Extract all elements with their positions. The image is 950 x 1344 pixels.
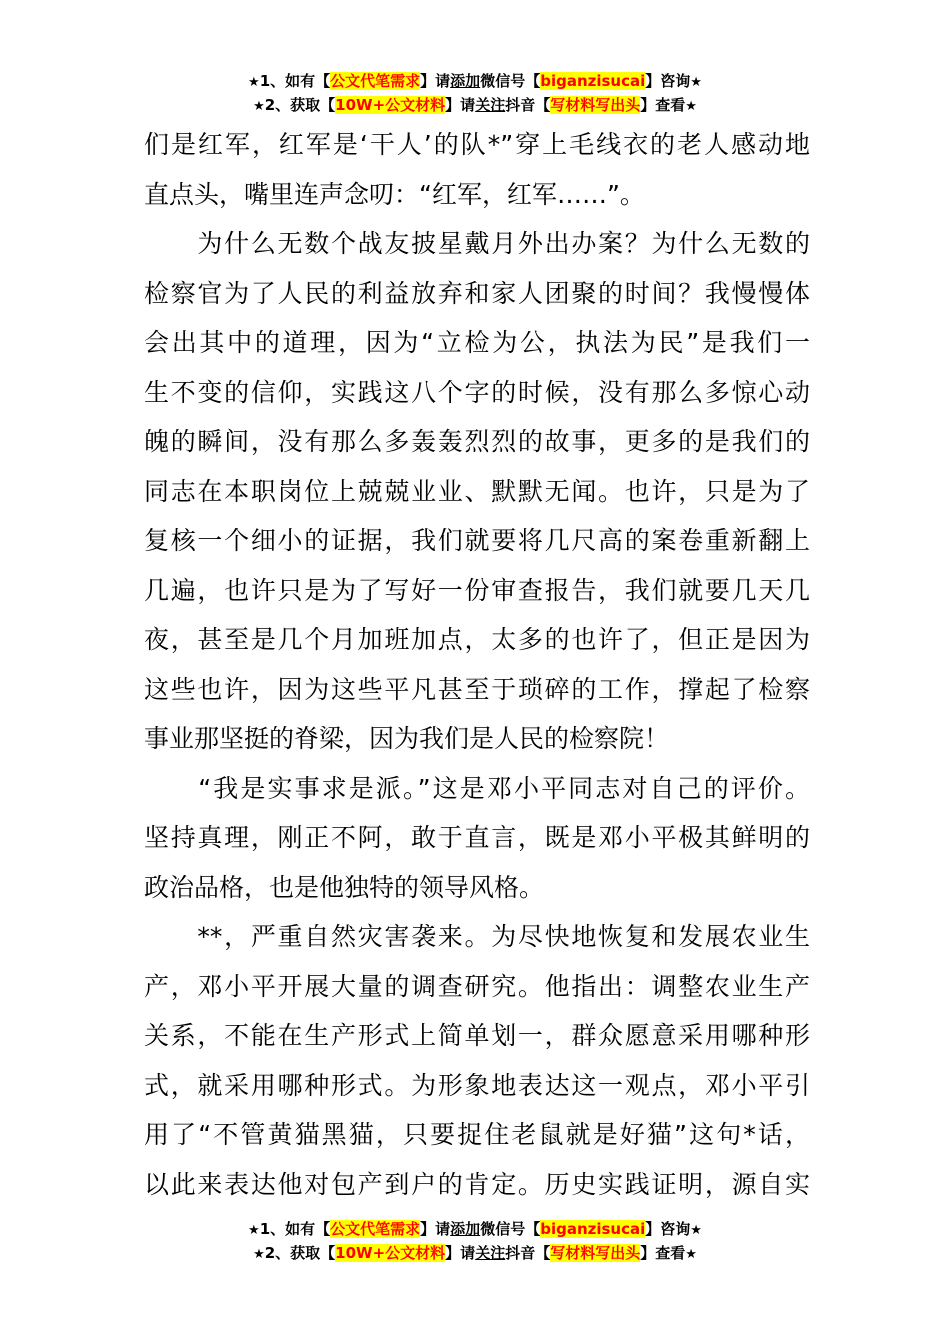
text-line: 为什么无数个战友披星戴月外出办案？为什么无数的 bbox=[144, 229, 810, 258]
highlight-text: 10W+公文材料 bbox=[335, 1244, 446, 1262]
banner-text: 】请 bbox=[445, 1244, 476, 1262]
star-icon: ★ bbox=[248, 75, 260, 90]
text-line: 生不变的信仰，实践这八个字的时候，没有那么多惊心动 bbox=[144, 377, 810, 407]
text-line: 夜，甚至是几个月加班加点，太多的也许了，但正是因为 bbox=[144, 625, 810, 654]
star-icon: ★ bbox=[690, 1223, 702, 1238]
banner-text: 】请 bbox=[420, 72, 451, 90]
wechat-id-link[interactable]: biganzisucai bbox=[540, 1220, 646, 1238]
banner-line-2 bbox=[0, 94, 950, 118]
underlined-text: 添加 bbox=[450, 1220, 481, 1238]
banner-text: 微信号【 bbox=[480, 72, 541, 90]
banner-text: 2、获取【 bbox=[264, 1244, 336, 1262]
footer-banner bbox=[0, 1218, 950, 1266]
banner-line-1 bbox=[0, 70, 950, 94]
banner-text: 微信号【 bbox=[480, 1220, 541, 1238]
text-line: 魄的瞬间，没有那么多轰轰烈烈的故事，更多的是我们的 bbox=[144, 427, 810, 456]
text-line: 产，邓小平开展大量的调查研究。他指出：调整农业生产 bbox=[144, 971, 810, 1001]
text-line: 事业那坚挺的脊梁，因为我们是人民的检察院！ bbox=[144, 724, 670, 753]
banner-text: 2、获取【 bbox=[264, 96, 336, 114]
douyin-account-link[interactable]: 写材料写出头 bbox=[550, 1244, 641, 1262]
star-icon: ★ bbox=[685, 99, 697, 114]
text-line: 同志在本职岗位上兢兢业业、默默无闻。也许，只是为了 bbox=[144, 476, 810, 506]
text-line: 政治品格，也是他独特的领导风格。 bbox=[144, 872, 545, 902]
star-icon: ★ bbox=[685, 1247, 697, 1262]
star-icon: ★ bbox=[253, 99, 265, 114]
banner-text: 】请 bbox=[420, 1220, 451, 1238]
text-line: 直点头，嘴里连声念叨：“红军，红军……”。 bbox=[144, 179, 645, 209]
banner-line-2 bbox=[0, 1242, 950, 1266]
text-line: 们是红军，红军是‘干人’的队*”穿上毛线衣的老人感动地 bbox=[144, 130, 810, 159]
banner-text: 1、如有【 bbox=[259, 1220, 331, 1238]
highlight-text: 10W+公文材料 bbox=[335, 96, 446, 114]
text-line: 坚持真理，刚正不阿，敢于直言，既是邓小平极其鲜明的 bbox=[144, 823, 810, 852]
banner-line-1 bbox=[0, 1218, 950, 1242]
document-body bbox=[144, 120, 810, 1209]
highlight-text: 公文代笔需求 bbox=[330, 1220, 421, 1238]
underlined-text: 关注 bbox=[475, 96, 506, 114]
wechat-id-link[interactable]: biganzisucai bbox=[540, 72, 646, 90]
star-icon: ★ bbox=[690, 75, 702, 90]
highlight-text: 公文代笔需求 bbox=[330, 72, 421, 90]
star-icon: ★ bbox=[253, 1247, 265, 1262]
text-line: 关系，不能在生产形式上简单划一，群众愿意采用哪种形 bbox=[144, 1021, 810, 1050]
text-line: 几遍，也许只是为了写好一份审查报告，我们就要几天几 bbox=[144, 575, 810, 605]
banner-text: 抖音【 bbox=[505, 1244, 551, 1262]
text-line: 这些也许，因为这些平凡甚至于琐碎的工作，撑起了检察 bbox=[144, 674, 810, 704]
banner-text: 1、如有【 bbox=[259, 72, 331, 90]
text-line: 式，就采用哪种形式。为形象地表达这一观点，邓小平引 bbox=[144, 1070, 810, 1100]
text-line: 以此来表达他对包产到户的肯定。历史实践证明，源自实 bbox=[144, 1169, 810, 1199]
banner-text: 】请 bbox=[445, 96, 476, 114]
douyin-account-link[interactable]: 写材料写出头 bbox=[550, 96, 641, 114]
text-line: **，严重自然灾害袭来。为尽快地恢复和发展农业生 bbox=[144, 922, 810, 951]
banner-text: 】查看 bbox=[640, 96, 686, 114]
text-line: 会出其中的道理，因为“立检为公，执法为民”是我们一 bbox=[144, 328, 810, 357]
banner-text: 】咨询 bbox=[645, 72, 691, 90]
header-banner bbox=[0, 70, 950, 118]
text-line: “我是实事求是派。”这是邓小平同志对自己的评价。 bbox=[144, 773, 810, 803]
underlined-text: 关注 bbox=[475, 1244, 506, 1262]
text-line: 复核一个细小的证据，我们就要将几尺高的案卷重新翻上 bbox=[144, 526, 810, 555]
underlined-text: 添加 bbox=[450, 72, 481, 90]
star-icon: ★ bbox=[248, 1223, 260, 1238]
text-line: 检察官为了人民的利益放弃和家人团聚的时间？我慢慢体 bbox=[144, 278, 810, 308]
banner-text: 】咨询 bbox=[645, 1220, 691, 1238]
text-line: 用了“不管黄猫黑猫，只要捉住老鼠就是好猫”这句*话， bbox=[144, 1120, 810, 1149]
banner-text: 】查看 bbox=[640, 1244, 686, 1262]
banner-text: 抖音【 bbox=[505, 96, 551, 114]
